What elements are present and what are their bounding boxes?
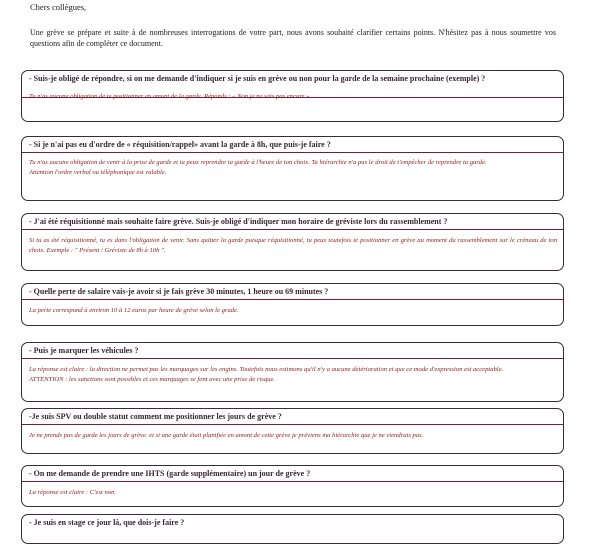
- answer-line: Attention l'ordre verbal ou téléphonique est valable.: [29, 169, 167, 176]
- faq-answer: [29, 365, 557, 385]
- greeting: Chers collègues,: [30, 2, 87, 12]
- faq-question: - J'ai été réquisitionné mais souhaite faire grève. Suis-je obligé d'indiquer mon horaire de gréviste lors du rassemblement ?: [29, 217, 448, 226]
- faq-item: [21, 70, 564, 122]
- intro-paragraph: Une grève se prépare et suite à de nombreuses interrogations de votre part, nous avons souhaité clarifier certains points. N'hésitez pas à nous soumettre vos questions afin de compléter ce document.: [30, 28, 556, 48]
- faq-question: - Quelle perte de salaire vais-je avoir si je fais grève 30 minutes, 1 heure ou 69 minutes ?: [29, 287, 329, 296]
- faq-answer: [29, 488, 557, 498]
- faq-item: [21, 283, 564, 326]
- answer-line: La réponse est claire : C'est non.: [29, 489, 117, 496]
- answer-line: La perte correspond à environ 10 à 12 euros par heure de grève selon le grade.: [29, 307, 239, 314]
- faq-question: - Je suis en stage ce jour là, que dois-je faire ?: [29, 518, 185, 527]
- faq-answer: [29, 306, 557, 316]
- faq-answer: [29, 236, 557, 256]
- faq-item: [21, 342, 564, 402]
- faq-answer: [29, 431, 557, 441]
- faq-answer: [29, 158, 557, 178]
- divider: [22, 299, 563, 300]
- faq-question: - Puis je marquer les véhicules ?: [29, 346, 139, 355]
- divider: [22, 424, 563, 425]
- divider: [22, 97, 563, 98]
- faq-item: [21, 514, 564, 544]
- faq-question: - Suis-je obligé de répondre, si on me demande d'indiquer si je suis en grève ou non pour la garde de la semaine prochaine (exemple) ?: [29, 74, 486, 83]
- answer-line: Je ne prends pas de garde les jours de grève. et si une garde était planifiée en amont de cette grève je préviens ma hiérarchie que je ne viendrais pas.: [29, 432, 424, 439]
- answer-line: Tu n'as aucune obligation de venir à la prise de garde et tu peux reprendre ta garde à l'heure de ton choix. Ta hiérarchie n'a pas le droit de t'empêcher de reprendre ta garde.: [29, 159, 487, 166]
- divider: [22, 229, 563, 230]
- divider: [22, 152, 563, 153]
- answer-line: Si tu as été réquisitionné, tu es dans l'obligation de venir. Sans quitter la garde puisque réquisitionné, tu peux toutefois te positionner en grève au moment du rassemblement sur le créneau de ton choix. Exemple : " Présent / Gréviste de 8h à 10h ".: [29, 237, 557, 254]
- faq-item: [21, 213, 564, 271]
- divider: [22, 358, 563, 359]
- faq-question: - On me demande de prendre une IHTS (garde supplémentaire) un jour de grève ?: [29, 469, 311, 478]
- faq-question: -Je suis SPV ou double statut comment me positionner les jours de grève ?: [29, 412, 282, 421]
- answer-line: ATTENTION : les sanctions sont possibles et ces marquages se font avec une prise de risque.: [29, 376, 276, 383]
- answer-line: La réponse est claire : la direction ne permet pas les marquages sur les engins. Toutefois nous estimons qu'il n'y a aucune détérioration et que ce mode d'expression est acceptable.: [29, 366, 504, 373]
- faq-item: [21, 465, 564, 507]
- faq-item: [21, 136, 564, 201]
- divider: [22, 481, 563, 482]
- faq-question: - Si je n'ai pas eu d'ordre de « réquisition/rappel» avant la garde à 8h, que puis-je faire ?: [29, 140, 331, 149]
- faq-item: [21, 408, 564, 454]
